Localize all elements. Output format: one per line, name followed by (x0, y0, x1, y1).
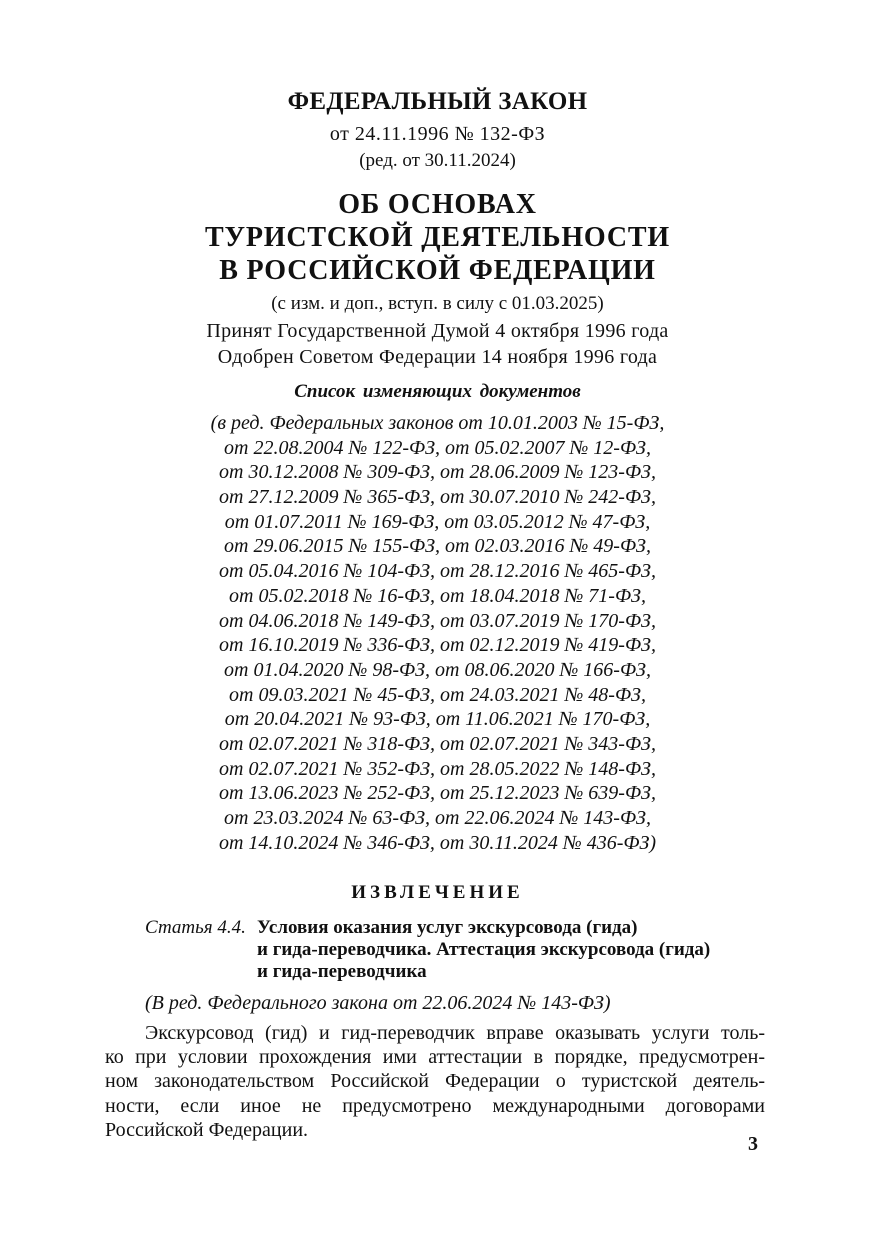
amending-document-line: от 22.08.2004 № 122-ФЗ, от 05.02.2007 № 12-ФЗ, (224, 436, 651, 459)
extract-heading: ИЗВЛЕЧЕНИЕ (351, 882, 524, 903)
article-heading-line: Условия оказания услуг экскурсовода (гида) (257, 917, 638, 938)
amending-document-line: от 05.04.2016 № 104-ФЗ, от 28.12.2016 № 465-ФЗ, (219, 560, 656, 583)
law-title-line: В РОССИЙСКОЙ ФЕДЕРАЦИИ (219, 255, 656, 286)
amending-document-line: от 02.07.2021 № 352-ФЗ, от 28.05.2022 № 148-ФЗ, (219, 757, 656, 780)
article-heading-line: и гида-переводчика (257, 961, 427, 982)
amending-document-line: от 01.07.2011 № 169-ФЗ, от 03.05.2012 № 47-ФЗ, (224, 510, 651, 533)
amending-document-line: от 30.12.2008 № 309-ФЗ, от 28.06.2009 № 123-ФЗ, (219, 461, 656, 484)
law-title-line: ТУРИСТСКОЙ ДЕЯТЕЛЬНОСТИ (205, 222, 670, 253)
amending-document-line: от 27.12.2009 № 365-ФЗ, от 30.07.2010 № 242-ФЗ, (219, 486, 656, 509)
changes-note: (с изм. и доп., вступ. в силу с 01.03.2025) (271, 293, 604, 314)
paragraph-line: ко при условии прохождения ими аттестации в порядке, предусмотрен- (105, 1046, 765, 1069)
amending-document-line: от 09.03.2021 № 45-ФЗ, от 24.03.2021 № 48-ФЗ, (229, 683, 646, 706)
article-label: Статья 4.4. (145, 917, 246, 938)
amending-documents-list (0, 411, 875, 855)
article-heading (257, 917, 767, 983)
article-heading-line: и гида-переводчика. Аттестация экскурсовода (гида) (257, 939, 711, 960)
law-title-line: ОБ ОСНОВАХ (338, 189, 537, 220)
adopted-note: Принят Государственной Думой 4 октября 1996 года (206, 320, 669, 342)
amending-document-line: от 16.10.2019 № 336-ФЗ, от 02.12.2019 № 419-ФЗ, (219, 634, 656, 657)
amending-documents-title: Список изменяющих документов (294, 381, 581, 402)
law-edition: (ред. от 30.11.2024) (359, 150, 516, 171)
law-title (0, 188, 875, 287)
amending-document-line: от 29.06.2015 № 155-ФЗ, от 02.03.2016 № 49-ФЗ, (224, 535, 651, 558)
amending-document-line: (в ред. Федеральных законов от 10.01.2003 № 15-ФЗ, (210, 412, 665, 434)
amending-document-line: от 13.06.2023 № 252-ФЗ, от 25.12.2023 № 639-ФЗ, (219, 782, 656, 805)
amending-document-line: от 20.04.2021 № 93-ФЗ, от 11.06.2021 № 170-ФЗ, (224, 708, 651, 731)
paragraph-line: ном законодательством Российской Федерации о туристской деятель- (105, 1070, 765, 1093)
amending-document-line: от 23.03.2024 № 63-ФЗ, от 22.06.2024 № 143-ФЗ, (224, 807, 651, 829)
amending-document-line: от 14.10.2024 № 346-ФЗ, от 30.11.2024 № 436-ФЗ) (218, 831, 657, 854)
approved-note: Одобрен Советом Федерации 14 ноября 1996 года (217, 346, 658, 368)
amending-document-line: от 05.02.2018 № 16-ФЗ, от 18.04.2018 № 71-ФЗ, (229, 584, 646, 607)
amending-document-line: от 04.06.2018 № 149-ФЗ, от 03.07.2019 № 170-ФЗ, (219, 609, 656, 632)
paragraph-line: Российской Федерации. (105, 1118, 309, 1141)
paragraph-line: Экскурсовод (гид) и гид-переводчик вправе оказывать услуги толь- (145, 1022, 765, 1044)
amending-document-line: от 02.07.2021 № 318-ФЗ, от 02.07.2021 № 343-ФЗ, (219, 732, 656, 755)
paragraph-line: ности, если иное не предусмотрено международными договорами (105, 1094, 765, 1117)
article-amendment-note: (В ред. Федерального закона от 22.06.2024 № 143-ФЗ) (145, 992, 611, 1014)
page-number: 3 (748, 1133, 758, 1155)
law-number: от 24.11.1996 № 132-ФЗ (329, 123, 546, 145)
article-paragraph (105, 1021, 765, 1142)
law-type-heading: ФЕДЕРАЛЬНЫЙ ЗАКОН (287, 88, 588, 115)
amending-document-line: от 01.04.2020 № 98-ФЗ, от 08.06.2020 № 166-ФЗ, (224, 658, 651, 681)
